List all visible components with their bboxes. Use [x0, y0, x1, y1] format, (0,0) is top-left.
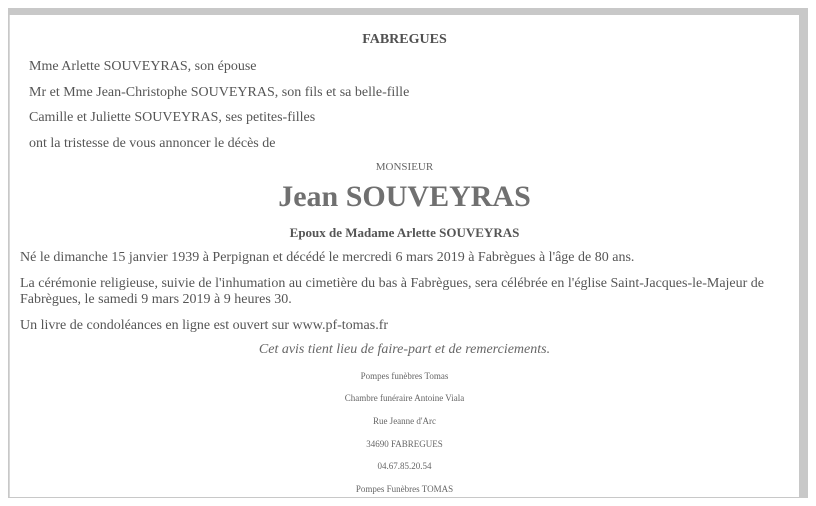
deceased-title: MONSIEUR: [375, 161, 434, 173]
notice-frame: [8, 8, 808, 498]
spouse-line: Epoux de Madame Arlette SOUVEYRAS: [289, 225, 520, 240]
obituary-notice: [9, 15, 799, 497]
ceremony-text: La cérémonie religieuse, suivie de l'inhumation au cimetière du bas à Fabrègues, sera célébrée en l'église Saint-Jacques-le-Majeur de Fabrègues, le samedi 9 mars 2019 à 9 heures 30.: [20, 276, 765, 307]
funeral-signature: Pompes Funèbres TOMAS: [355, 484, 454, 494]
condolences-text: Un livre de condoléances en ligne est ouvert sur www.pf-tomas.fr: [20, 318, 389, 333]
funeral-street: Rue Jeanne d'Arc: [372, 416, 437, 426]
town-heading: FABREGUES: [362, 32, 447, 47]
family-line-son: Mr et Mme Jean-Christophe SOUVEYRAS, son fils et sa belle-fille: [29, 85, 410, 100]
funeral-phone: 04.67.85.20.54: [377, 461, 432, 471]
birth-death-text: Né le dimanche 15 janvier 1939 à Perpignan et décédé le mercredi 6 mars 2019 à Fabrègues à l'âge de 80 ans.: [20, 250, 635, 265]
announcement-line: ont la tristesse de vous annoncer le décès de: [29, 136, 276, 151]
funeral-home-name: Pompes funèbres Tomas: [360, 371, 449, 381]
family-line-granddaughters: Camille et Juliette SOUVEYRAS, ses petites-filles: [29, 110, 316, 125]
family-line-spouse: Mme Arlette SOUVEYRAS, son épouse: [29, 59, 257, 74]
funeral-chamber: Chambre funéraire Antoine Viala: [344, 393, 465, 403]
notice-note: Cet avis tient lieu de faire-part et de remerciements.: [258, 342, 551, 357]
deceased-name: Jean SOUVEYRAS: [278, 180, 531, 213]
funeral-postal-city: 34690 FABREGUES: [366, 439, 443, 449]
